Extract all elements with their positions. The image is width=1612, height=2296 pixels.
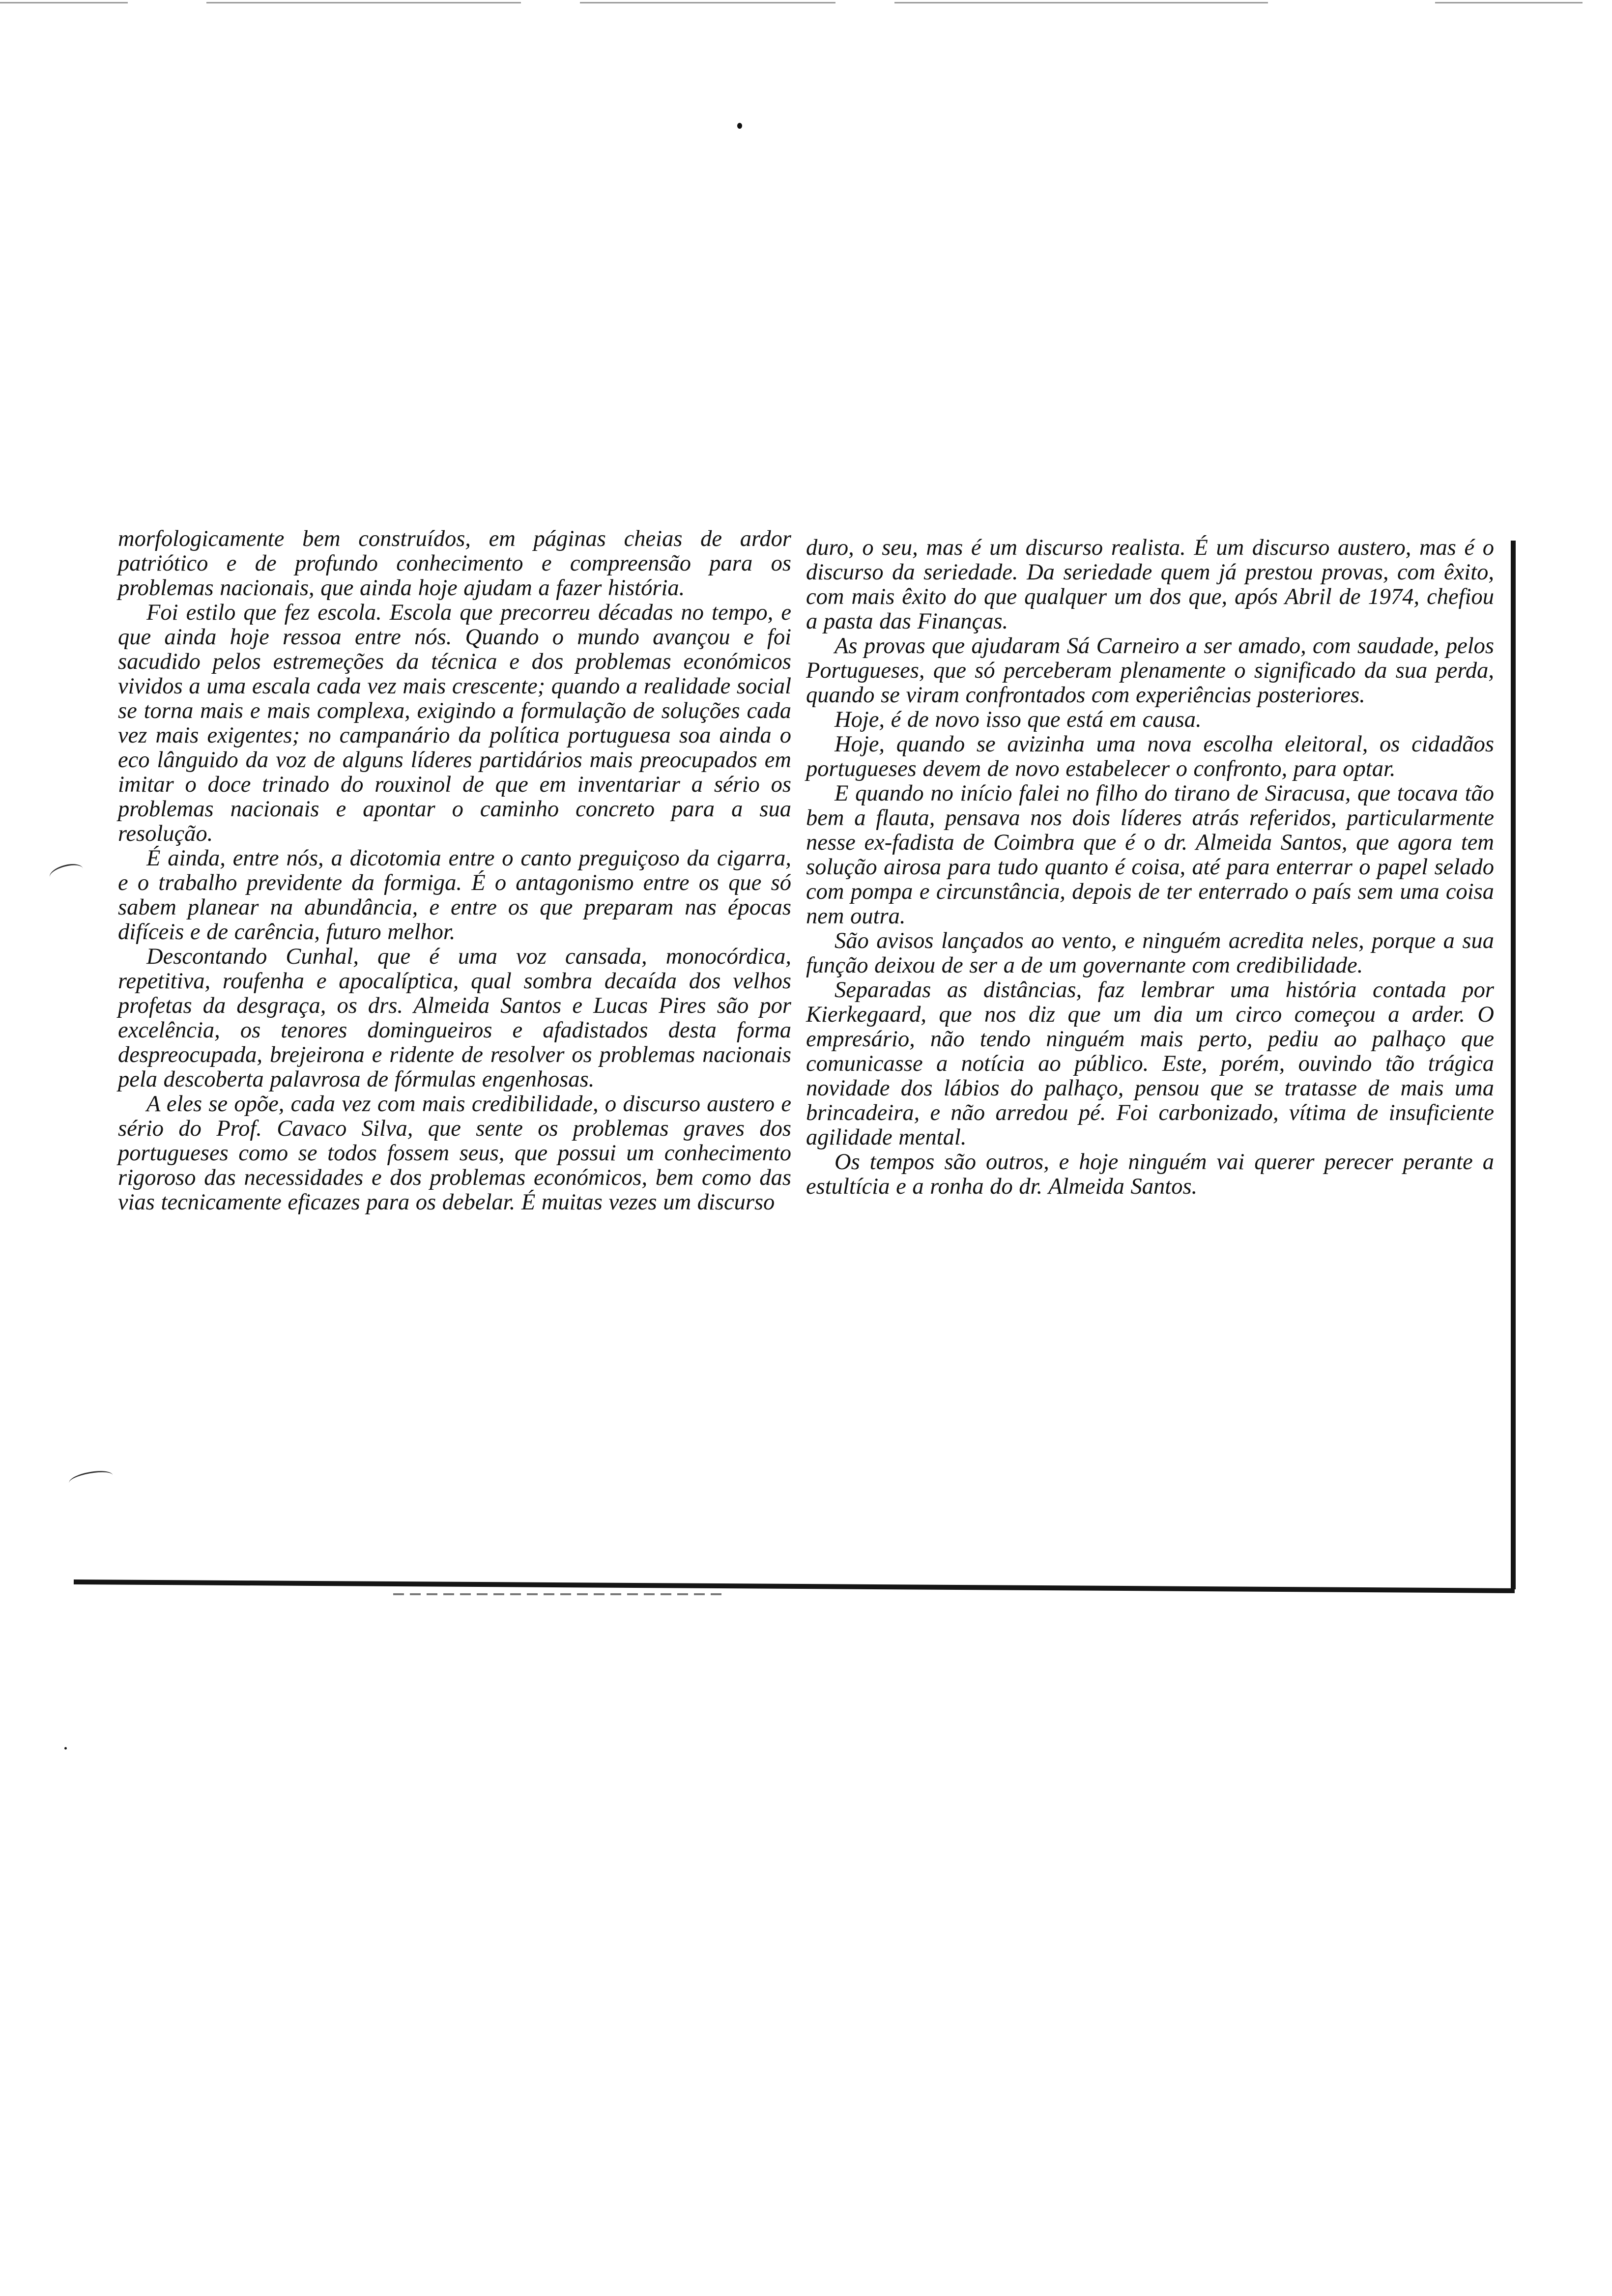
paragraph: As provas que ajudaram Sá Carneiro a ser amado, com saudade, pelos Portugueses, que só perceberam plenamente o significado da sua perda, quando se viram confrontados com experiências posteriores.: [806, 633, 1494, 708]
ink-speck: [64, 1747, 67, 1750]
paragraph: Os tempos são outros, e hoje ninguém vai querer perecer perante a estultícia e a ronha do dr. Almeida Santos.: [806, 1149, 1494, 1199]
paragraph: É ainda, entre nós, a dicotomia entre o canto preguiçoso da cigarra, e o trabalho previdente da formiga. É o antagonismo entre os que só sabem planear na abundância, e entre os que preparam nas épocas difíceis e de carência, futuro melhor.: [118, 846, 791, 945]
article-column-right: [806, 536, 1494, 1199]
paragraph: Foi estilo que fez escola. Escola que precorreu décadas no tempo, e que ainda hoje ressoa entre nós. Quando o mundo avançou e foi sacudido pelos estremeções da técnica e dos problemas económicos vividos a uma escala cada vez mais crescente; quando a realidade social se torna mais e mais complexa, exigindo a formulação de soluções cada vez mais exigentes; no campanário da política portuguesa soa ainda o eco lânguido da voz de alguns líderes partidários mais preocupados em imitar o doce trinado do rouxinol de que em inventariar a sério os problemas nacionais e apontar o caminho concreto para a sua resolução.: [118, 600, 791, 846]
paragraph: morfologicamente bem construídos, em páginas cheias de ardor patriótico e de profundo conhecimento e compreensão para os problemas nacionais, que ainda hoje ajudam a fazer história.: [118, 526, 791, 601]
margin-pen-mark: [68, 1468, 114, 1490]
scanner-edge-marks: [0, 0, 1612, 7]
clipping-border-bottom: [74, 1579, 1515, 1593]
newspaper-clipping: [74, 516, 1514, 1617]
ink-speck: [737, 123, 742, 129]
paragraph: São avisos lançados ao vento, e ninguém acredita neles, porque a sua função deixou de ser a de um governante com credibilidade.: [806, 928, 1494, 978]
paragraph: Hoje, quando se avizinha uma nova escolha eleitoral, os cidadãos portugueses devem de novo estabelecer o confronto, para optar.: [806, 732, 1494, 781]
paragraph: E quando no início falei no filho do tirano de Siracusa, que tocava tão bem a flauta, pensava nos dois líderes atrás referidos, particularmente nesse ex-fadista de Coimbra que é o dr. Almeida Santos, que agora tem solução airosa para tudo quanto é coisa, até para enterrar o papel selado com pompa e circunstância, depois de ter enterrado o país sem uma coisa nem outra.: [806, 781, 1494, 929]
paragraph: A eles se opõe, cada vez com mais credibilidade, o discurso austero e sério do Prof. Cavaco Silva, que sente os problemas graves dos portugueses como se todos fossem seus, que possui um conhecimento rigoroso das necessidades e dos problemas económicos, bem como das vias tecnicamente eficazes para os debelar. É muitas vezes um discurso: [118, 1091, 791, 1215]
scan-artifact-dashes: [393, 1593, 727, 1595]
article-column-left: [118, 527, 791, 1215]
paragraph: Descontando Cunhal, que é uma voz cansada, monocórdica, repetitiva, roufenha e apocalíptica, qual sombra decaída dos velhos profetas da desgraça, os drs. Almeida Santos e Lucas Pires são por excelência, os tenores domingueiros e afadistados desta forma despreocupada, brejeirona e ridente de resolver os problemas nacionais pela descoberta palavrosa de fórmulas engenhosas.: [118, 944, 791, 1092]
paragraph: duro, o seu, mas é um discurso realista. É um discurso austero, mas é o discurso da seriedade. Da seriedade quem já prestou provas, com êxito, com mais êxito do que qualquer um dos que, após Abril de 1974, chefiou a pasta das Finanças.: [806, 535, 1494, 634]
clipping-border-right: [1511, 541, 1516, 1589]
paragraph: Hoje, é de novo isso que está em causa.: [835, 707, 1202, 732]
paragraph: Separadas as distâncias, faz lembrar uma história contada por Kierkegaard, que nos diz que um dia um circo começou a arder. O empresário, não tendo ninguém mais perto, pediu ao palhaço que comunicasse a notícia ao público. Este, porém, ouvindo tão trágica novidade dos lábios do palhaço, pensou que se tratasse de mais uma brincadeira, e não arredou pé. Foi carbonizado, vítima de insuficiente agilidade mental.: [806, 977, 1494, 1150]
margin-pen-mark: [48, 861, 85, 886]
